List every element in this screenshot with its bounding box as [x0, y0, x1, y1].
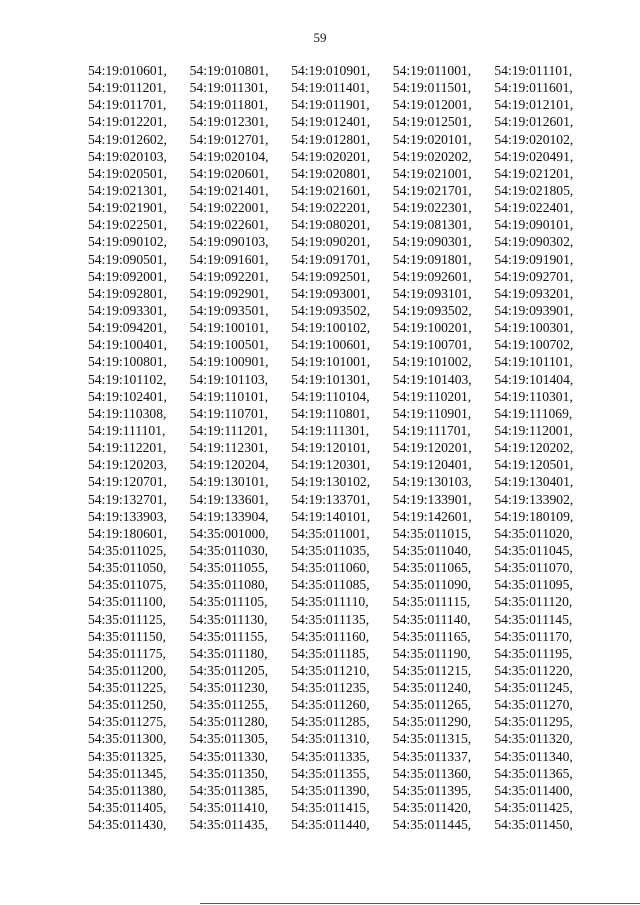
cadastral-code: 54:35:011180,: [189, 645, 268, 661]
cadastral-code: 54:35:011325,: [88, 748, 167, 764]
cadastral-code: 54:19:021201,: [494, 165, 574, 181]
cadastral-code: 54:35:011025,: [88, 542, 167, 558]
cadastral-code: 54:19:133701,: [291, 491, 371, 507]
cadastral-code: 54:35:011170,: [494, 628, 573, 644]
cadastral-code: 54:19:010801,: [189, 63, 269, 78]
cadastral-code: 54:19:011101,: [494, 63, 573, 78]
cadastral-code: 54:19:133904,: [189, 508, 269, 524]
cadastral-code: 54:19:021001,: [392, 165, 472, 181]
cadastral-code: 54:19:011601,: [494, 80, 573, 96]
cadastral-code: 54:19:022501,: [88, 217, 167, 233]
code-row: [88, 456, 596, 473]
code-row: [88, 165, 596, 182]
cadastral-code: 54:19:180109,: [494, 508, 574, 524]
cadastral-code: 54:19:110308,: [88, 405, 167, 421]
cadastral-code: 54:35:011330,: [189, 748, 269, 764]
cadastral-code: 54:35:011225,: [88, 680, 167, 696]
cadastral-code: 54:19:022301,: [392, 200, 472, 216]
cadastral-code: 54:19:012601,: [494, 114, 574, 130]
cadastral-code: 54:35:011420,: [392, 800, 472, 816]
code-row: [88, 319, 596, 336]
cadastral-code: 54:19:093501,: [189, 302, 269, 318]
cadastral-code: 54:19:093502,: [392, 302, 472, 318]
code-row: [88, 233, 596, 250]
code-row: [88, 113, 596, 130]
cadastral-code: 54:19:010601,: [88, 63, 167, 78]
cadastral-code: 54:19:112301,: [189, 440, 269, 456]
code-row: [88, 251, 596, 268]
cadastral-code: 54:19:101403,: [392, 371, 472, 387]
code-row: [88, 216, 596, 233]
cadastral-code: 54:35:011200,: [88, 662, 167, 678]
cadastral-code: 54:19:100201,: [392, 320, 472, 336]
cadastral-code: 54:35:011090,: [392, 577, 472, 593]
cadastral-code: 54:35:011095,: [494, 577, 573, 593]
cadastral-code: 54:35:011215,: [392, 662, 472, 678]
code-row: [88, 422, 596, 439]
cadastral-code: 54:35:011405,: [88, 800, 167, 816]
cadastral-code: 54:35:011305,: [189, 731, 269, 747]
code-row: [88, 730, 596, 747]
cadastral-code: 54:35:011365,: [494, 765, 573, 781]
cadastral-code: 54:19:101103,: [189, 371, 269, 387]
cadastral-code: 54:19:021805,: [494, 182, 574, 198]
code-row: [88, 131, 596, 148]
cadastral-code: 54:35:011290,: [392, 714, 472, 730]
cadastral-code: 54:35:011190,: [392, 645, 471, 661]
code-row: [88, 148, 596, 165]
cadastral-code: 54:19:090301,: [392, 234, 472, 250]
cadastral-code: 54:35:011315,: [392, 731, 472, 747]
cadastral-code: 54:35:011345,: [88, 765, 167, 781]
cadastral-code: 54:35:011380,: [88, 782, 167, 798]
code-row: [88, 628, 596, 645]
cadastral-code: 54:19:092201,: [189, 268, 269, 284]
cadastral-code: 54:35:011220,: [494, 662, 573, 678]
cadastral-code: 54:19:020104,: [189, 148, 269, 164]
cadastral-code: 54:35:011430,: [88, 817, 167, 833]
code-row: [88, 473, 596, 490]
cadastral-code: 54:35:001000,: [189, 525, 269, 541]
cadastral-code: 54:35:011395,: [392, 782, 472, 798]
cadastral-code: 54:35:011255,: [189, 697, 269, 713]
cadastral-code: 54:35:011195,: [494, 645, 573, 661]
cadastral-code: 54:19:093301,: [88, 302, 167, 318]
cadastral-code: 54:19:012401,: [291, 114, 371, 130]
cadastral-code: 54:35:011280,: [189, 714, 269, 730]
cadastral-code: 54:19:012101,: [494, 97, 574, 113]
cadastral-code: 54:19:101001,: [291, 354, 371, 370]
cadastral-code: 54:19:092801,: [88, 285, 167, 301]
cadastral-code: 54:35:011145,: [494, 611, 573, 627]
cadastral-code: 54:19:100702,: [494, 337, 574, 353]
cadastral-code: 54:19:021601,: [291, 182, 371, 198]
cadastral-code: 54:19:111201,: [189, 422, 268, 438]
cadastral-code: 54:35:011415,: [291, 800, 370, 816]
cadastral-code: 54:19:012001,: [392, 97, 472, 113]
code-row: [88, 268, 596, 285]
cadastral-code: 54:35:011410,: [189, 800, 269, 816]
cadastral-code: 54:19:090302,: [494, 234, 574, 250]
cadastral-code: 54:35:011300,: [88, 731, 167, 747]
cadastral-code: 54:35:011050,: [88, 560, 167, 576]
cadastral-code: 54:19:020501,: [88, 165, 167, 181]
cadastral-code: 54:19:091701,: [291, 251, 371, 267]
code-row: [88, 199, 596, 216]
cadastral-code: 54:35:011235,: [291, 680, 370, 696]
cadastral-code: 54:19:142601,: [392, 508, 472, 524]
cadastral-code: 54:19:011901,: [291, 97, 370, 113]
cadastral-code-list: [88, 62, 596, 833]
cadastral-code: 54:35:011285,: [291, 714, 370, 730]
code-row: [88, 542, 596, 559]
code-row: [88, 679, 596, 696]
cadastral-code: 54:19:093502,: [291, 302, 371, 318]
cadastral-code: 54:19:100701,: [392, 337, 472, 353]
cadastral-code: 54:35:011265,: [392, 697, 472, 713]
cadastral-code: 54:19:012501,: [392, 114, 472, 130]
code-row: [88, 748, 596, 765]
code-row: [88, 662, 596, 679]
cadastral-code: 54:35:011175,: [88, 645, 166, 661]
cadastral-code: 54:35:011337,: [392, 748, 472, 764]
cadastral-code: 54:35:011085,: [291, 577, 370, 593]
cadastral-code: 54:19:012201,: [88, 114, 167, 130]
cadastral-code: 54:19:011301,: [189, 80, 269, 96]
cadastral-code: 54:19:020101,: [392, 131, 472, 147]
code-row: [88, 388, 596, 405]
cadastral-code: 54:19:133902,: [494, 491, 574, 507]
cadastral-code: 54:19:091601,: [189, 251, 269, 267]
cadastral-code: 54:19:130101,: [189, 474, 269, 490]
cadastral-code: 54:19:092501,: [291, 268, 371, 284]
cadastral-code: 54:35:011360,: [392, 765, 472, 781]
cadastral-code: 54:35:011210,: [291, 662, 370, 678]
cadastral-code: 54:19:110901,: [392, 405, 472, 421]
cadastral-code: 54:19:011401,: [291, 80, 370, 96]
cadastral-code: 54:19:111069,: [494, 405, 573, 421]
cadastral-code: 54:35:011445,: [392, 817, 472, 833]
cadastral-code: 54:35:011110,: [291, 594, 369, 610]
cadastral-code: 54:19:120301,: [291, 457, 371, 473]
cadastral-code: 54:35:011001,: [291, 525, 370, 541]
cadastral-code: 54:19:020102,: [494, 131, 574, 147]
cadastral-code: 54:19:020601,: [189, 165, 269, 181]
code-row: [88, 611, 596, 628]
cadastral-code: 54:19:140101,: [291, 508, 371, 524]
cadastral-code: 54:19:111101,: [88, 422, 166, 438]
cadastral-code: 54:19:091801,: [392, 251, 472, 267]
cadastral-code: 54:19:120203,: [88, 457, 167, 473]
cadastral-code: 54:19:102401,: [88, 388, 167, 404]
code-row: [88, 302, 596, 319]
cadastral-code: 54:19:101002,: [392, 354, 472, 370]
code-row: [88, 508, 596, 525]
cadastral-code: 54:19:012701,: [189, 131, 269, 147]
cadastral-code: 54:19:021301,: [88, 182, 167, 198]
cadastral-code: 54:35:011105,: [189, 594, 268, 610]
cadastral-code: 54:19:090201,: [291, 234, 371, 250]
cadastral-code: 54:19:092601,: [392, 268, 472, 284]
cadastral-code: 54:35:011260,: [291, 697, 370, 713]
cadastral-code: 54:19:111701,: [392, 422, 471, 438]
cadastral-code: 54:19:100501,: [189, 337, 269, 353]
cadastral-code: 54:19:110801,: [291, 405, 370, 421]
cadastral-code: 54:19:022401,: [494, 200, 574, 216]
cadastral-code: 54:19:021901,: [88, 200, 167, 216]
cadastral-code: 54:35:011250,: [88, 697, 167, 713]
cadastral-code: 54:35:011185,: [291, 645, 370, 661]
cadastral-code: 54:19:100901,: [189, 354, 269, 370]
cadastral-code: 54:35:011030,: [189, 542, 269, 558]
code-row: [88, 491, 596, 508]
cadastral-code: 54:19:112001,: [494, 422, 573, 438]
cadastral-code: 54:19:011001,: [392, 63, 472, 78]
cadastral-code: 54:19:092701,: [494, 268, 574, 284]
cadastral-code: 54:19:093901,: [494, 302, 574, 318]
cadastral-code: 54:19:093201,: [494, 285, 574, 301]
cadastral-code: 54:35:011100,: [88, 594, 166, 610]
cadastral-code: 54:19:120204,: [189, 457, 269, 473]
cadastral-code: 54:19:120701,: [88, 474, 167, 490]
cadastral-code: 54:19:133901,: [392, 491, 472, 507]
cadastral-code: 54:19:093001,: [291, 285, 371, 301]
code-row: [88, 285, 596, 302]
code-row: [88, 79, 596, 96]
cadastral-code: 54:19:110101,: [189, 388, 269, 404]
cadastral-code: 54:35:011320,: [494, 731, 573, 747]
cadastral-code: 54:35:011245,: [494, 680, 573, 696]
code-row: [88, 713, 596, 730]
cadastral-code: 54:35:011340,: [494, 748, 573, 764]
code-row: [88, 816, 596, 833]
cadastral-code: 54:19:021401,: [189, 182, 269, 198]
code-row: [88, 405, 596, 422]
cadastral-code: 54:35:011035,: [291, 542, 370, 558]
cadastral-code: 54:35:011150,: [88, 628, 166, 644]
cadastral-code: 54:19:021701,: [392, 182, 472, 198]
cadastral-code: 54:19:100601,: [291, 337, 371, 353]
cadastral-code: 54:35:011080,: [189, 577, 269, 593]
cadastral-code: 54:19:011701,: [88, 97, 167, 113]
cadastral-code: 54:19:091901,: [494, 251, 574, 267]
cadastral-code: 54:19:110301,: [494, 388, 573, 404]
cadastral-code: 54:35:011295,: [494, 714, 573, 730]
cadastral-code: 54:19:020491,: [494, 148, 574, 164]
cadastral-code: 54:19:110701,: [189, 405, 269, 421]
cadastral-code: 54:19:100401,: [88, 337, 167, 353]
cadastral-code: 54:19:132701,: [88, 491, 167, 507]
cadastral-code: 54:19:133601,: [189, 491, 269, 507]
cadastral-code: 54:35:011055,: [189, 560, 269, 576]
cadastral-code: 54:19:020202,: [392, 148, 472, 164]
cadastral-code: 54:35:011335,: [291, 748, 370, 764]
cadastral-code: 54:35:011440,: [291, 817, 370, 833]
code-row: [88, 576, 596, 593]
cadastral-code: 54:19:101102,: [88, 371, 167, 387]
cadastral-code: 54:35:011385,: [189, 782, 269, 798]
cadastral-code: 54:35:011450,: [494, 817, 573, 833]
cadastral-code: 54:35:011140,: [392, 611, 471, 627]
cadastral-code: 54:19:012801,: [291, 131, 371, 147]
cadastral-code: 54:19:093101,: [392, 285, 472, 301]
cadastral-code: 54:19:120401,: [392, 457, 472, 473]
code-row: [88, 336, 596, 353]
cadastral-code: 54:35:011040,: [392, 542, 472, 558]
cadastral-code: 54:19:022001,: [189, 200, 269, 216]
code-row: [88, 525, 596, 542]
cadastral-code: 54:19:101301,: [291, 371, 371, 387]
cadastral-code: 54:19:092001,: [88, 268, 167, 284]
cadastral-code: 54:35:011390,: [291, 782, 370, 798]
cadastral-code: 54:19:110104,: [291, 388, 370, 404]
cadastral-code: 54:19:110201,: [392, 388, 472, 404]
cadastral-code: 54:19:130102,: [291, 474, 371, 490]
cadastral-code: 54:35:011275,: [88, 714, 167, 730]
cadastral-code: 54:19:010901,: [291, 63, 371, 78]
cadastral-code: 54:35:011045,: [494, 542, 573, 558]
cadastral-code: 54:19:022601,: [189, 217, 269, 233]
cadastral-code: 54:35:011355,: [291, 765, 370, 781]
cadastral-code: 54:35:011135,: [291, 611, 370, 627]
cadastral-code: 54:35:011230,: [189, 680, 269, 696]
cadastral-code: 54:19:022201,: [291, 200, 371, 216]
code-row: [88, 353, 596, 370]
cadastral-code: 54:19:080201,: [291, 217, 371, 233]
cadastral-code: 54:19:100101,: [189, 320, 269, 336]
cadastral-code: 54:35:011130,: [189, 611, 268, 627]
cadastral-code: 54:35:011400,: [494, 782, 573, 798]
code-row: [88, 559, 596, 576]
code-row: [88, 765, 596, 782]
cadastral-code: 54:35:011270,: [494, 697, 573, 713]
cadastral-code: 54:19:100801,: [88, 354, 167, 370]
code-row: [88, 645, 596, 662]
cadastral-code: 54:19:011801,: [189, 97, 269, 113]
code-row: [88, 439, 596, 456]
cadastral-code: 54:19:101101,: [494, 354, 573, 370]
cadastral-code: 54:35:011310,: [291, 731, 370, 747]
cadastral-code: 54:19:081301,: [392, 217, 472, 233]
cadastral-code: 54:35:011240,: [392, 680, 472, 696]
cadastral-code: 54:19:100102,: [291, 320, 371, 336]
cadastral-code: 54:35:011425,: [494, 800, 573, 816]
cadastral-code: 54:35:011070,: [494, 560, 573, 576]
cadastral-code: 54:19:094201,: [88, 320, 167, 336]
cadastral-code: 54:19:120101,: [291, 440, 371, 456]
cadastral-code: 54:19:101404,: [494, 371, 574, 387]
cadastral-code: 54:35:011060,: [291, 560, 370, 576]
cadastral-code: 54:35:011205,: [189, 662, 269, 678]
cadastral-code: 54:19:120501,: [494, 457, 574, 473]
cadastral-code: 54:35:011155,: [189, 628, 268, 644]
cadastral-code: 54:35:011165,: [392, 628, 471, 644]
cadastral-code: 54:35:011125,: [88, 611, 166, 627]
cadastral-code: 54:35:011020,: [494, 525, 573, 541]
cadastral-code: 54:19:130103,: [392, 474, 472, 490]
cadastral-code: 54:19:180601,: [88, 525, 167, 541]
cadastral-code: 54:19:012602,: [88, 131, 167, 147]
cadastral-code: 54:35:011435,: [189, 817, 269, 833]
cadastral-code: 54:19:090501,: [88, 251, 167, 267]
cadastral-code: 54:35:011015,: [392, 525, 472, 541]
cadastral-code: 54:19:112201,: [88, 440, 167, 456]
code-row: [88, 799, 596, 816]
cadastral-code: 54:19:090102,: [88, 234, 167, 250]
cadastral-code: 54:19:011501,: [392, 80, 472, 96]
cadastral-code: 54:19:100301,: [494, 320, 574, 336]
cadastral-code: 54:19:111301,: [291, 422, 370, 438]
cadastral-code: 54:19:090103,: [189, 234, 269, 250]
cadastral-code: 54:19:133903,: [88, 508, 167, 524]
cadastral-code: 54:19:020103,: [88, 148, 167, 164]
cadastral-code: 54:19:012301,: [189, 114, 269, 130]
code-row: [88, 96, 596, 113]
code-row: [88, 182, 596, 199]
cadastral-code: 54:35:011120,: [494, 594, 573, 610]
cadastral-code: 54:19:020201,: [291, 148, 371, 164]
cadastral-code: 54:19:011201,: [88, 80, 167, 96]
code-row: [88, 62, 596, 79]
cadastral-code: 54:19:130401,: [494, 474, 574, 490]
cadastral-code: 54:19:092901,: [189, 285, 269, 301]
code-row: [88, 782, 596, 799]
cadastral-code: 54:35:011065,: [392, 560, 472, 576]
cadastral-code: 54:19:020801,: [291, 165, 371, 181]
cadastral-code: 54:35:011115,: [392, 594, 471, 610]
cadastral-code: 54:35:011160,: [291, 628, 370, 644]
cadastral-code: 54:19:120201,: [392, 440, 472, 456]
code-row: [88, 593, 596, 610]
cadastral-code: 54:19:120202,: [494, 440, 574, 456]
cadastral-code: 54:19:090101,: [494, 217, 574, 233]
bottom-rule: [200, 903, 640, 904]
cadastral-code: 54:35:011075,: [88, 577, 167, 593]
page-number: 59: [313, 30, 327, 45]
code-row: [88, 696, 596, 713]
cadastral-code: 54:35:011350,: [189, 765, 269, 781]
code-row: [88, 371, 596, 388]
